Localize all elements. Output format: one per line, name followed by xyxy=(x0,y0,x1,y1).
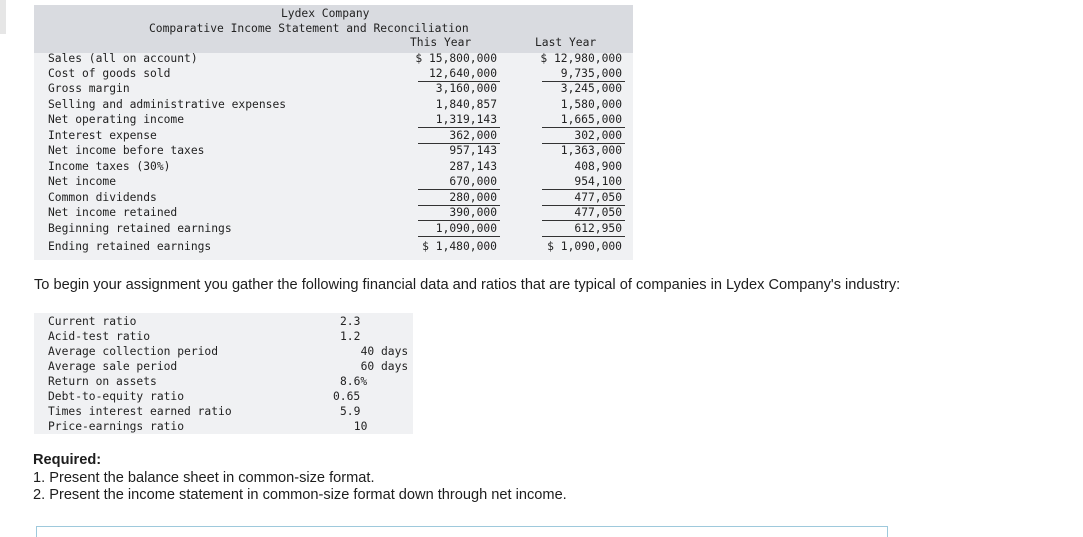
statement-value-last-year: $ 12,980,000 xyxy=(540,52,622,65)
statement-value-this-year: $ 15,800,000 xyxy=(415,52,497,65)
column-header-last-year: Last Year xyxy=(535,36,597,49)
statement-value-this-year: 362,000 xyxy=(449,129,497,142)
statement-row-label: Common dividends xyxy=(48,191,157,204)
statement-value-last-year: 1,665,000 xyxy=(560,113,622,126)
answer-panel-edge xyxy=(36,526,888,537)
ratio-label: Times interest earned ratio xyxy=(48,405,232,418)
required-heading: Required: xyxy=(33,452,102,468)
ratio-value: 1.2 xyxy=(340,330,361,343)
statement-value-last-year: 1,363,000 xyxy=(560,144,622,157)
statement-row xyxy=(34,129,633,144)
ratio-value: 0.65 xyxy=(333,390,361,403)
ratio-value: 5.9 xyxy=(340,405,361,418)
statement-value-this-year: 1,840,857 xyxy=(435,98,497,111)
statement-value-last-year: 3,245,000 xyxy=(560,82,622,95)
total-rule xyxy=(542,220,625,221)
statement-row xyxy=(34,52,633,67)
ratio-label: Return on assets xyxy=(48,375,157,388)
statement-row-label: Ending retained earnings xyxy=(48,240,212,253)
statement-value-last-year: 408,900 xyxy=(574,160,622,173)
statement-row xyxy=(34,82,633,97)
statement-value-last-year: $ 1,090,000 xyxy=(547,240,622,253)
industry-ratio-table xyxy=(34,313,413,434)
ratio-label: Average sale period xyxy=(48,360,178,373)
statement-row-label: Net income xyxy=(48,175,117,188)
total-rule xyxy=(418,127,500,128)
required-item-1: 1. Present the balance sheet in common-size format. xyxy=(33,470,375,486)
ratio-value: 40 days xyxy=(347,345,409,358)
income-statement-table xyxy=(34,5,633,260)
required-item-2: 2. Present the income statement in common-size format down through net income. xyxy=(33,487,567,503)
statement-row-label: Net income before taxes xyxy=(48,144,205,157)
statement-row-label: Beginning retained earnings xyxy=(48,222,232,235)
statement-value-this-year: 390,000 xyxy=(449,206,497,219)
total-rule xyxy=(542,189,625,190)
statement-value-last-year: 954,100 xyxy=(574,175,622,188)
statement-value-this-year: 3,160,000 xyxy=(435,82,497,95)
statement-row xyxy=(34,222,633,237)
statement-row xyxy=(34,206,633,221)
statement-value-this-year: 280,000 xyxy=(449,191,497,204)
statement-row xyxy=(34,240,633,255)
total-rule xyxy=(418,189,500,190)
intro-text: To begin your assignment you gather the following financial data and ratios that are typical of companies in Lydex Company's industry: xyxy=(34,277,901,293)
statement-row-label: Net income retained xyxy=(48,206,178,219)
statement-row-label: Cost of goods sold xyxy=(48,67,171,80)
ratio-label: Average collection period xyxy=(48,345,219,358)
ratio-row xyxy=(34,420,413,435)
statement-row xyxy=(34,113,633,128)
statement-row-label: Interest expense xyxy=(48,129,157,142)
statement-row-label: Income taxes (30%) xyxy=(48,160,171,173)
ratio-row xyxy=(34,360,413,375)
ratio-row xyxy=(34,315,413,330)
ratio-row xyxy=(34,375,413,390)
statement-value-this-year: 287,143 xyxy=(449,160,497,173)
statement-value-this-year: 12,640,000 xyxy=(428,67,497,80)
statement-row-label: Selling and administrative expenses xyxy=(48,98,287,111)
total-rule xyxy=(418,220,500,221)
statement-value-last-year: 302,000 xyxy=(574,129,622,142)
statement-row xyxy=(34,175,633,190)
ratio-row xyxy=(34,390,413,405)
ratio-label: Price-earnings ratio xyxy=(48,420,185,433)
statement-row xyxy=(34,191,633,206)
ratio-value: 8.6% xyxy=(340,375,368,388)
ratio-label: Acid-test ratio xyxy=(48,330,151,343)
statement-row xyxy=(34,98,633,113)
statement-row-label: Gross margin xyxy=(48,82,130,95)
ratio-label: Current ratio xyxy=(48,315,137,328)
statement-row-label: Net operating income xyxy=(48,113,185,126)
statement-value-last-year: 612,950 xyxy=(574,222,622,235)
statement-row xyxy=(34,144,633,159)
company-name: Lydex Company xyxy=(281,7,370,20)
statement-value-this-year: $ 1,480,000 xyxy=(422,240,497,253)
statement-value-this-year: 1,319,143 xyxy=(435,113,497,126)
statement-value-last-year: 477,050 xyxy=(574,206,622,219)
statement-title: Comparative Income Statement and Reconciliation xyxy=(149,22,469,35)
statement-value-this-year: 957,143 xyxy=(449,144,497,157)
statement-value-this-year: 670,000 xyxy=(449,175,497,188)
total-rule xyxy=(542,236,625,237)
statement-value-this-year: 1,090,000 xyxy=(435,222,497,235)
statement-row-label: Sales (all on account) xyxy=(48,52,198,65)
statement-value-last-year: 477,050 xyxy=(574,191,622,204)
ratio-value: 10 xyxy=(347,420,368,433)
ratio-row xyxy=(34,345,413,360)
ratio-value: 60 days xyxy=(347,360,409,373)
total-rule xyxy=(418,236,500,237)
ratio-value: 2.3 xyxy=(340,315,361,328)
ratio-row xyxy=(34,330,413,345)
statement-value-last-year: 1,580,000 xyxy=(560,98,622,111)
statement-row xyxy=(34,67,633,82)
statement-value-last-year: 9,735,000 xyxy=(560,67,622,80)
ratio-row xyxy=(34,405,413,420)
window-edge xyxy=(0,0,6,34)
statement-row xyxy=(34,160,633,175)
total-rule xyxy=(542,127,625,128)
ratio-label: Debt-to-equity ratio xyxy=(48,390,185,403)
column-header-this-year: This Year xyxy=(410,36,472,49)
